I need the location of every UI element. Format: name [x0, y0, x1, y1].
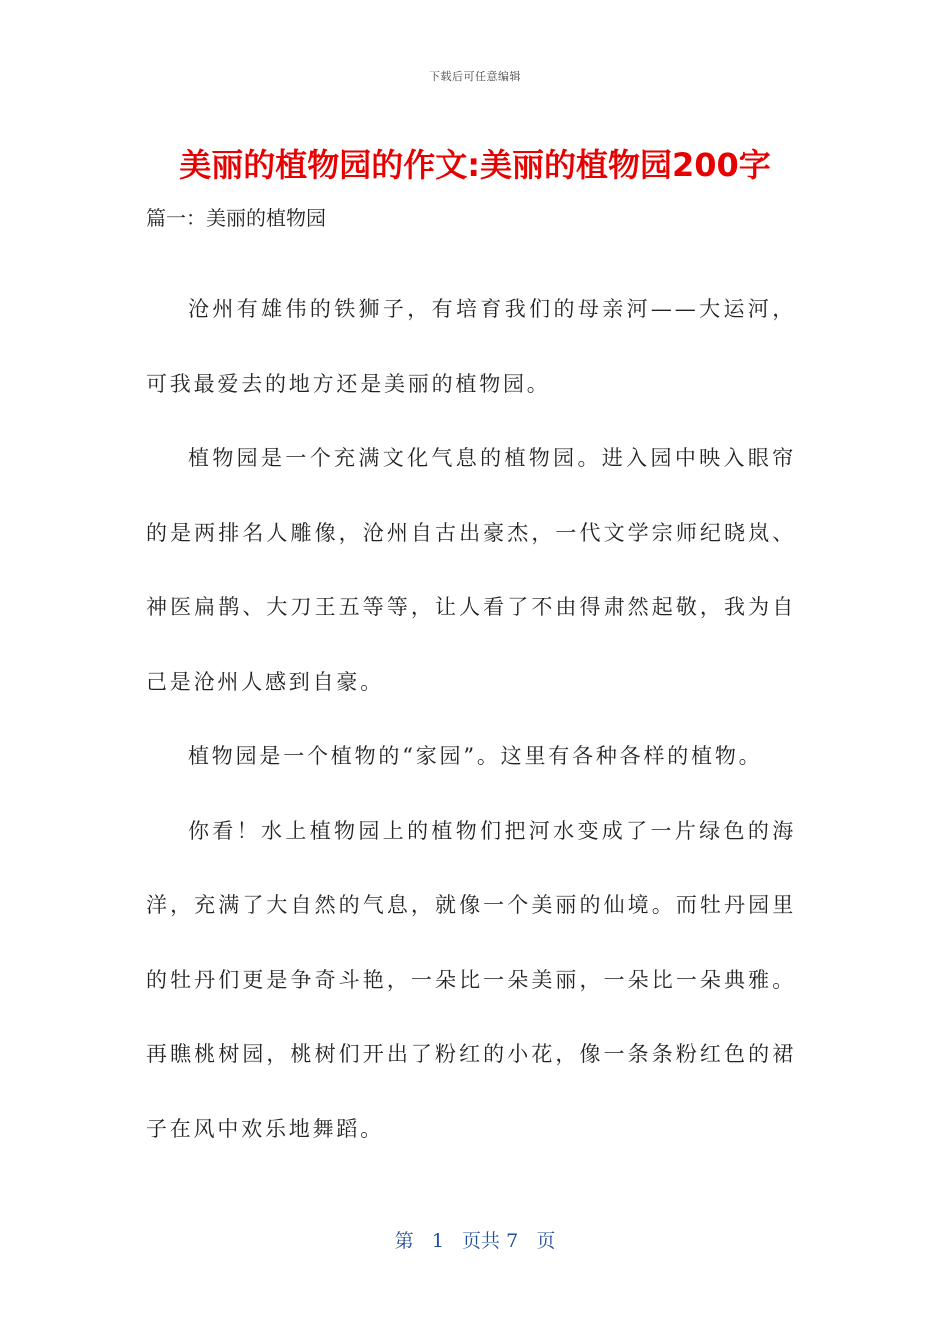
paragraph-2: 植物园是一个充满文化气息的植物园。进入园中映入眼帘的是两排名人雕像，沧州自古出豪杰，一代文学宗师纪晓岚、神医扁鹊、大刀王五等等，让人看了不由得肃然起敬，我为自己是沧州人感到自豪。 — [146, 446, 796, 694]
header-note: 下载后可任意编辑 — [429, 70, 521, 83]
paragraph-3: 植物园是一个植物的“家园”。这里有各种各样的植物。 — [188, 744, 763, 768]
paragraph-1: 沧州有雄伟的铁狮子，有培育我们的母亲河——大运河，可我最爱去的地方还是美丽的植物园。 — [146, 297, 796, 396]
paragraph-4: 你看！水上植物园上的植物们把河水变成了一片绿色的海洋，充满了大自然的气息，就像一个美丽的仙境。而牡丹园里的牡丹们更是争奇斗艳，一朵比一朵美丽，一朵比一朵典雅。再瞧桃树园，桃树们开出了粉红的小花，像一条条粉红色的裙子在风中欢乐地舞蹈。 — [146, 818, 796, 1141]
page-number: 1 — [431, 1230, 444, 1252]
footer-mid: 页共 — [462, 1230, 501, 1252]
section-heading: 篇一：美丽的植物园 — [146, 206, 326, 230]
footer-suffix: 页 — [536, 1230, 556, 1252]
document-body — [146, 198, 796, 1166]
page-footer — [0, 1226, 950, 1253]
total-pages: 7 — [506, 1230, 519, 1252]
footer-prefix: 第 — [394, 1230, 414, 1252]
page-title: 美丽的植物园的作文:美丽的植物园200字 — [179, 146, 771, 184]
